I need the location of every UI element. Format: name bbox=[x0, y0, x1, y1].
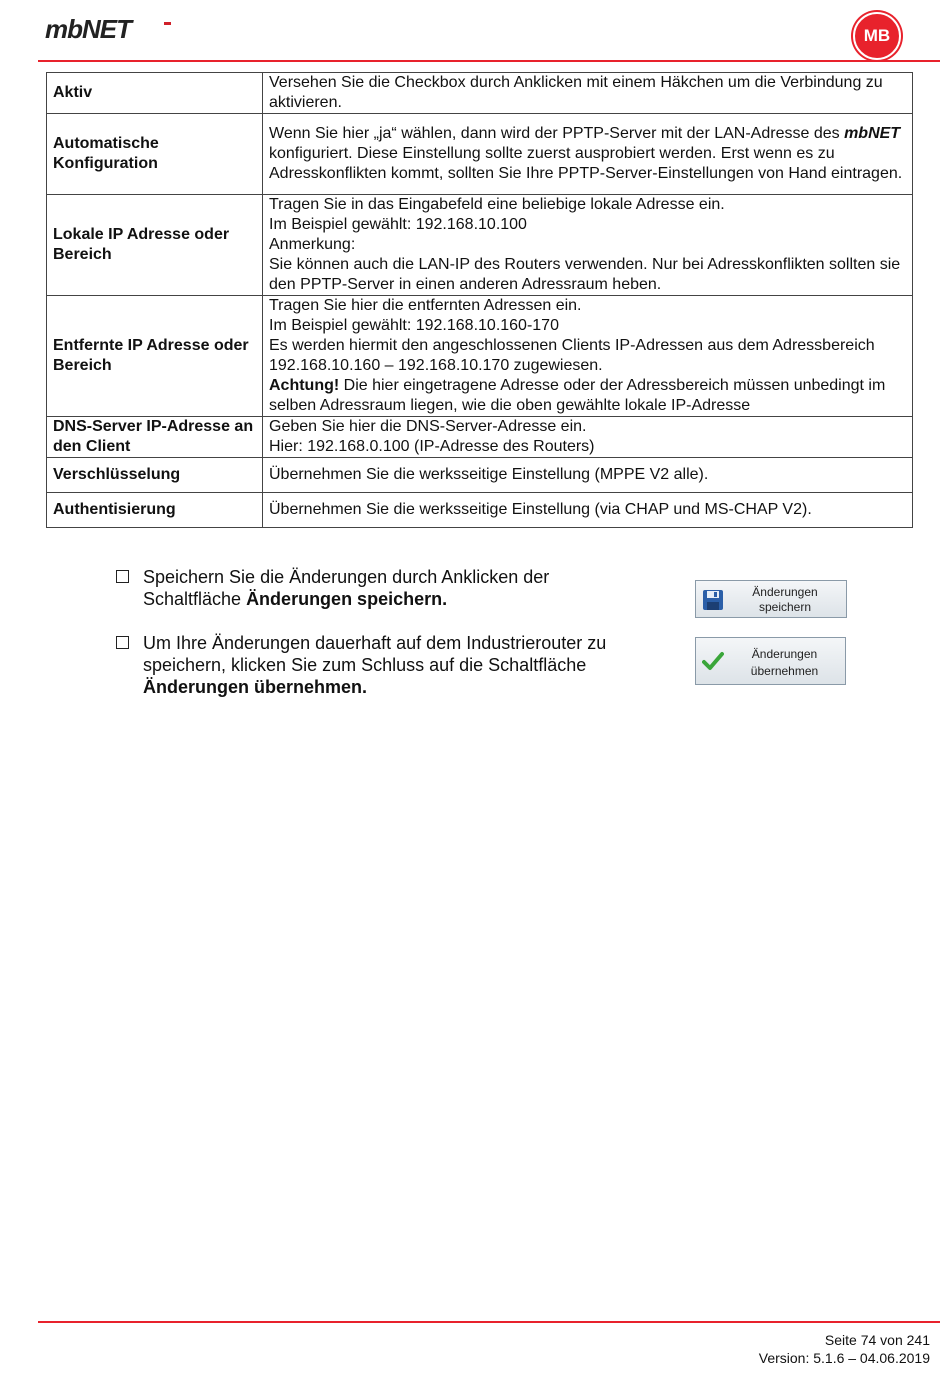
table-row bbox=[47, 458, 913, 493]
row-label: Verschlüsselung bbox=[47, 458, 263, 493]
table-row bbox=[47, 417, 913, 458]
button-label bbox=[728, 646, 841, 680]
logo-accent-mark bbox=[164, 22, 171, 25]
row-label: Entfernte IP Adresse oder Bereich bbox=[47, 296, 263, 417]
row-description bbox=[263, 417, 913, 458]
warning-line bbox=[269, 376, 906, 416]
floppy-disk-icon bbox=[702, 589, 724, 611]
desc-line: Im Beispiel gewählt: 192.168.10.160-170 bbox=[269, 317, 559, 334]
version-info: Version: 5.1.6 – 04.06.2019 bbox=[758, 1350, 930, 1366]
desc-line: Anmerkung: bbox=[269, 236, 356, 253]
instruction-steps bbox=[112, 566, 612, 720]
desc-line: Hier: 192.168.0.100 (IP-Adresse des Routers) bbox=[269, 438, 595, 455]
table-row bbox=[47, 493, 913, 528]
step-button-name: Änderungen speichern. bbox=[246, 589, 448, 609]
row-description: Versehen Sie die Checkbox durch Anklicken mit einem Häkchen um die Verbindung zu aktivieren. bbox=[263, 73, 913, 114]
apply-changes-button[interactable] bbox=[695, 637, 846, 685]
row-description bbox=[263, 195, 913, 296]
desc-text: konfiguriert. Diese Einstellung sollte zuerst ausprobiert werden. Erst wenn es zu Adresskonflikten kommt, sollten Sie Ihre PPTP-Server-Einstellungen von Hand eintragen. bbox=[269, 145, 903, 182]
row-description bbox=[263, 296, 913, 417]
row-label: DNS-Server IP-Adresse an den Client bbox=[47, 417, 263, 458]
table-row bbox=[47, 296, 913, 417]
button-label-line: Änderungen bbox=[751, 647, 818, 661]
desc-line: Tragen Sie hier die entfernten Adressen ein. bbox=[269, 297, 582, 314]
row-description bbox=[263, 114, 913, 195]
desc-text: Wenn Sie hier „ja“ wählen, dann wird der PPTP-Server mit der LAN-Adresse des bbox=[269, 125, 845, 142]
table-row bbox=[47, 114, 913, 195]
row-description: Übernehmen Sie die werksseitige Einstellung (MPPE V2 alle). bbox=[263, 458, 913, 493]
checkmark-icon bbox=[702, 650, 724, 672]
step-item bbox=[112, 632, 612, 698]
checkbox-bullet-icon bbox=[116, 636, 129, 649]
button-label-line: speichern bbox=[758, 600, 812, 614]
desc-line: Tragen Sie in das Eingabefeld eine beliebige lokale Adresse ein. bbox=[269, 196, 725, 213]
step-item bbox=[112, 566, 612, 610]
desc-line: Sie können auch die LAN-IP des Routers verwenden. Nur bei Adresskonflikten sollten sie den PPTP-Server in einen anderen Adressraum heben. bbox=[269, 256, 901, 293]
row-label: Authentisierung bbox=[47, 493, 263, 528]
checkbox-bullet-icon bbox=[116, 570, 129, 583]
row-label: Aktiv bbox=[47, 73, 263, 114]
button-label-line: Änderungen bbox=[752, 585, 818, 599]
table-row bbox=[47, 195, 913, 296]
page-number: Seite 74 von 241 bbox=[824, 1332, 930, 1348]
save-changes-button[interactable] bbox=[695, 580, 847, 618]
warning-label: Achtung! bbox=[269, 377, 340, 394]
step-button-name: Änderungen übernehmen. bbox=[143, 677, 368, 697]
desc-line: Im Beispiel gewählt: 192.168.10.100 bbox=[269, 216, 527, 233]
mb-brand-badge: MB bbox=[853, 12, 901, 60]
row-label: Lokale IP Adresse oder Bereich bbox=[47, 195, 263, 296]
row-description: Übernehmen Sie die werksseitige Einstellung (via CHAP und MS-CHAP V2). bbox=[263, 493, 913, 528]
desc-line: Geben Sie hier die DNS-Server-Adresse ein. bbox=[269, 418, 587, 435]
header-divider bbox=[38, 60, 940, 62]
settings-table bbox=[46, 72, 913, 528]
warning-text: Die hier eingetragene Adresse oder der Adressbereich müssen unbedingt im selben Adressraum liegen, wie die oben gewählte lokale IP-Adresse bbox=[269, 377, 886, 414]
desc-line: Es werden hiermit den angeschlossenen Clients IP-Adressen aus dem Adressbereich 192.168.10.160 – 192.168.10.170 zugewiesen. bbox=[269, 337, 875, 374]
mbnet-logo: mbNET bbox=[45, 14, 131, 44]
step-text: Um Ihre Änderungen dauerhaft auf dem Industrierouter zu speichern, klicken Sie zum Schluss auf die Schaltfläche bbox=[143, 633, 607, 675]
button-label bbox=[728, 585, 842, 615]
page-footer bbox=[759, 1331, 930, 1367]
step-text: Speichern Sie die Änderungen durch Anklicken der Schaltfläche bbox=[143, 567, 550, 609]
footer-divider bbox=[38, 1321, 940, 1323]
table-row bbox=[47, 73, 913, 114]
row-label: Automatische Konfiguration bbox=[47, 114, 263, 195]
button-label-line: übernehmen bbox=[750, 664, 819, 678]
brand-name: mbNET bbox=[844, 125, 901, 142]
